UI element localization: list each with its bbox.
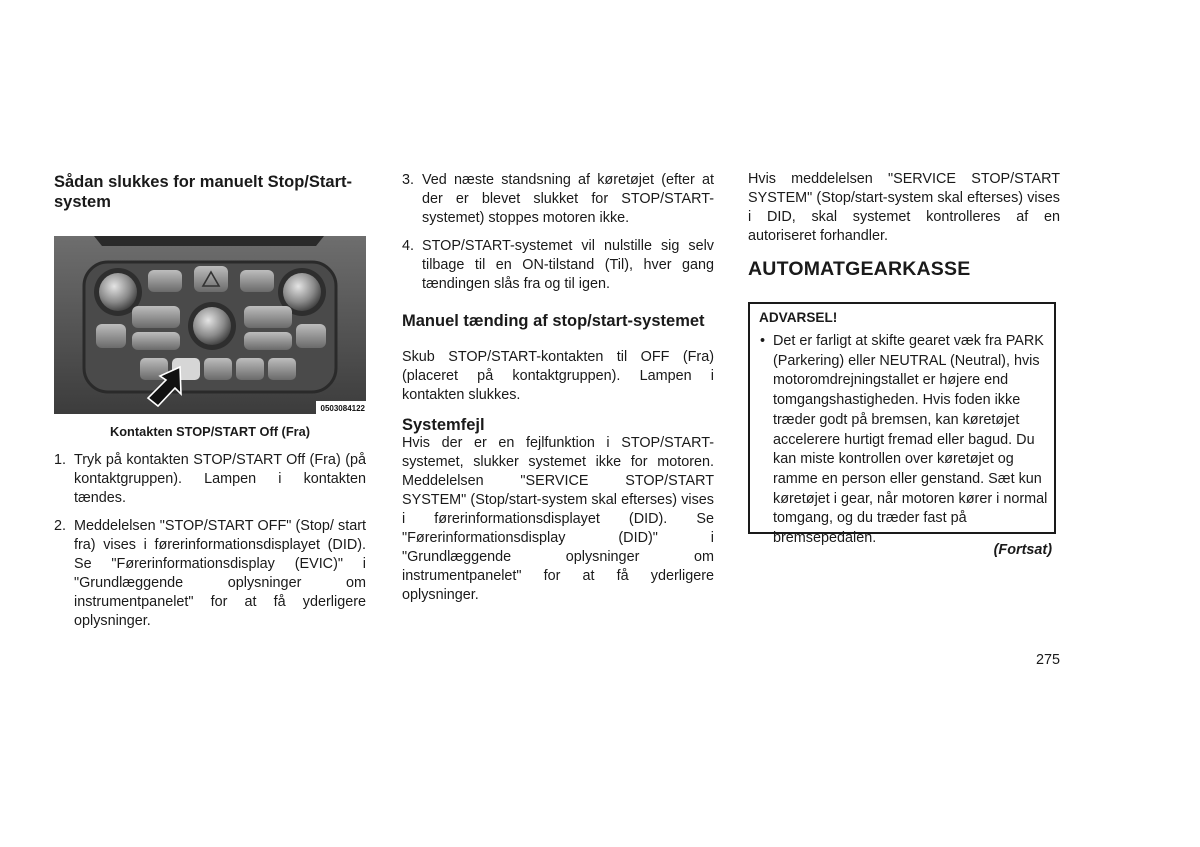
figure-caption: Kontakten STOP/START Off (Fra) [109,424,310,439]
steps-list-left [54,451,366,631]
continued-label: (Fortsat) [993,542,1052,558]
step-text: Ved næste standsning af køretøjet (efter at der er blevet slukket for STOP/START-systemet) stoppes motoren ikke. [422,172,714,226]
step-number: 3. [402,172,415,188]
page-number: 275 [1036,652,1061,668]
warning-list-item [760,332,1050,549]
step-text: STOP/START-systemet vil nulstille sig selv tilbage til en ON-tilstand (Til), hver gang tændingen slås fra og til igen. [422,238,714,292]
warning-box [748,302,1056,547]
section-heading-manual-on: Manuel tænding af stop/start-systemet [402,312,705,330]
figure-code: 0503084122 [320,404,365,413]
service-message-text: Hvis meddelelsen "SERVICE STOP/START SYSTEM" (Stop/start-system skal efterses) vises i DID, skal systemet kontrolleres af en autoriseret forhandler. [748,171,1060,244]
list-item [54,451,366,508]
section-heading-automatic-transmission: AUTOMATGEARKASSE [748,258,971,280]
section-heading-system-fault: Systemfejl [402,416,485,434]
step-number: 1. [54,452,67,468]
stop-start-switch-figure [54,236,366,414]
warning-title: ADVARSEL! [759,310,838,325]
warning-text: Det er farligt at skifte gearet væk fra PARK (Parkering) eller NEUTRAL (Neutral), hvis motoromdrejningstallet er højere end tomgangshastigheden. Hvis foden ikke træder godt på bremsen, kan køretøjet accelerere hurtigt fremad eller bagud. Du kan miste kontrollen over køretøjet og ramme en person eller genstand. Sæt kun køretøjet i gear, når motoren kører i normal tomgang, og du træder fast på bremsepedalen. [773,333,1048,547]
manual-on-text: Skub STOP/START-kontakten til OFF (Fra) (placeret på kontaktgruppen). Lampen i kontakten slukkes. [402,349,714,403]
list-item [402,171,714,228]
steps-list-middle [402,171,714,294]
system-fault-text: Hvis der er en fejlfunktion i STOP/START-systemet, slukker systemet ikke for motoren. Meddelelsen "SERVICE STOP/START SYSTEM" (Stop/start-system skal efterses) vises i førerinformationsdisplayet (DID). Se "Førerinformationsdisplay (DID)" i "Grundlæggende oplysninger om instrumentpanelet" for at få yderligere oplysninger. [402,435,714,603]
step-number: 4. [402,238,415,254]
section-heading-manual-off: Sådan slukkes for manuelt Stop/Start-system [54,173,352,211]
list-item [54,517,366,631]
list-item [402,237,714,294]
step-number: 2. [54,518,67,534]
step-text: Tryk på kontakten STOP/START Off (Fra) (på kontaktgruppen). Lampen i kontakten tændes. [74,452,366,506]
step-text: Meddelelsen "STOP/START OFF" (Stop/ start fra) vises i førerinformationsdisplayet (DID). Se "Førerinformationsdisplay (EVIC)" i "Grundlæggende oplysninger om instrumentpanelet" for at få yderligere oplysninger. [74,518,366,629]
bullet-icon: • [760,333,766,349]
